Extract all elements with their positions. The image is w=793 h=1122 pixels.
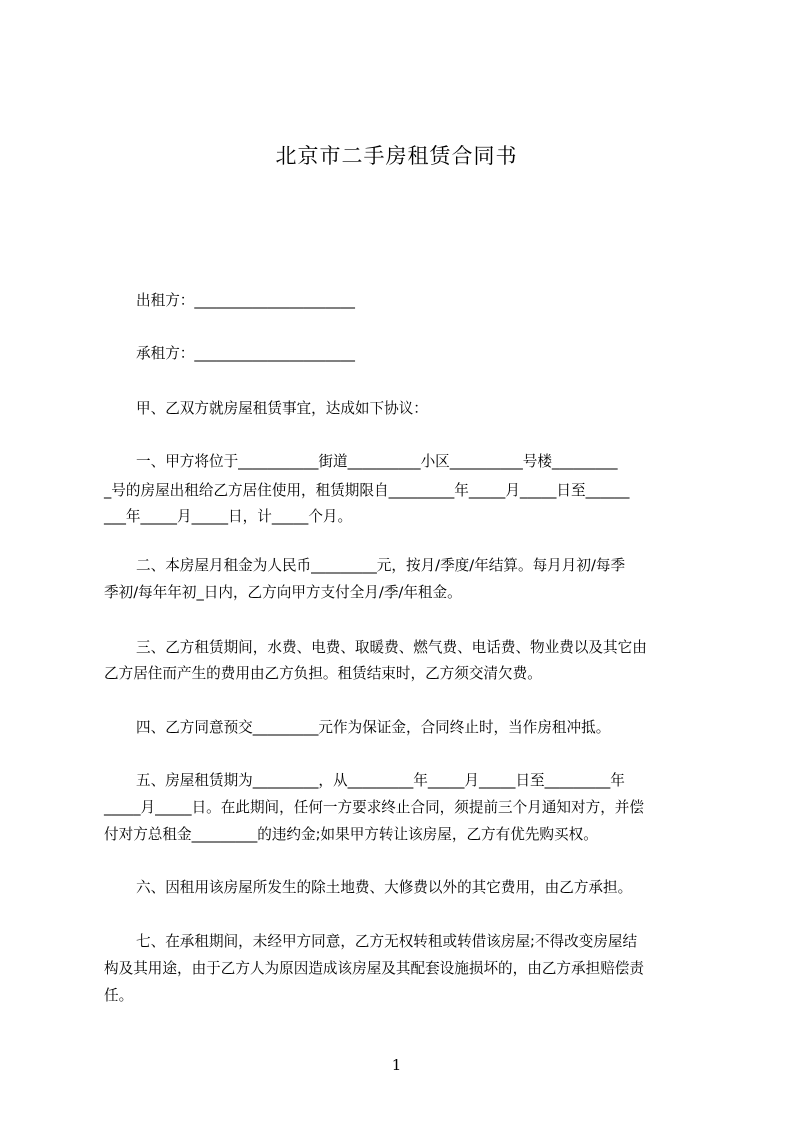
clause-1-line-1: 一、甲方将位于___________街道__________小区__________号楼_________	[136, 453, 618, 470]
intro-line: 甲、乙双方就房屋租赁事宜，达成如下协议：	[136, 400, 428, 417]
clause-5-line-1: 五、房屋租赁期为_________，从_________年_____月_____日至_________年	[136, 772, 625, 789]
lessor-line: 出租方：______________________	[136, 292, 355, 309]
clause-5-line-2: _____月_____日。在此期间，任何一方要求终止合同，须提前三个月通知对方，并偿	[104, 799, 644, 816]
lessee-line: 承租方：______________________	[136, 345, 355, 362]
clause-7-line-3: 任。	[104, 987, 134, 1004]
clause-2-line-2: 季初/每年年初_日内，乙方向甲方支付全月/季/年租金。	[104, 584, 462, 601]
clause-2-line-1: 二、本房屋月租金为人民币_________元，按月/季度/年结算。每月月初/每季	[136, 557, 626, 574]
clause-6-line-1: 六、因租用该房屋所发生的除土地费、大修费以外的其它费用，由乙方承担。	[136, 879, 633, 896]
page-number: 1	[391, 1056, 402, 1074]
clause-4-line-1: 四、乙方同意预交_________元作为保证金，合同终止时，当作房租冲抵。	[136, 719, 611, 736]
clause-7-line-2: 构及其用途，由于乙方人为原因造成该房屋及其配套设施损坏的，由乙方承担赔偿责	[104, 960, 644, 977]
clause-5-line-3: 付对方总租金_________的违约金;如果甲方转让该房屋，乙方有优先购买权。	[104, 826, 598, 843]
clause-3-line-1: 三、乙方租赁期间，水费、电费、取暖费、燃气费、电话费、物业费以及其它由	[136, 639, 647, 656]
document-title: 北京市二手房租赁合同书	[275, 144, 518, 168]
clause-3-line-2: 乙方居住而产生的费用由乙方负担。租赁结束时，乙方须交清欠费。	[104, 665, 542, 682]
clause-7-line-1: 七、在承租期间，未经甲方同意，乙方无权转租或转借该房屋;不得改变房屋结	[136, 933, 638, 950]
clause-1-line-3: ___年_____月_____日，计_____个月。	[104, 508, 353, 525]
clause-1-line-2: _号的房屋出租给乙方居住使用，租赁期限自_________年_____月_____日至______	[104, 482, 630, 499]
